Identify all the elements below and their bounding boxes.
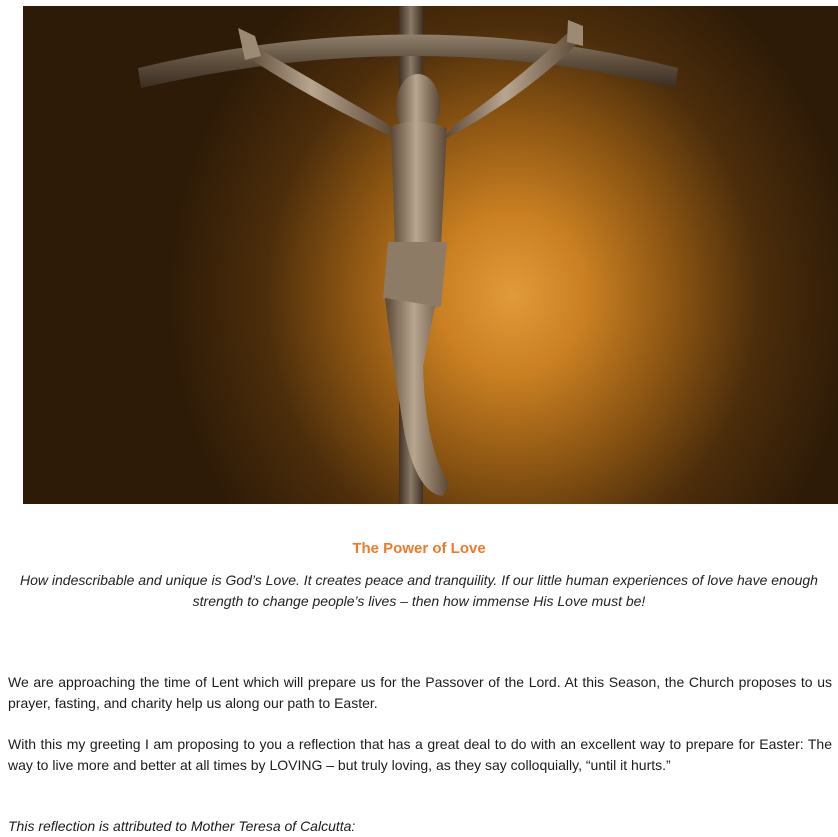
article-paragraph: With this my greeting I am proposing to you a reflection that has a great deal to do with an excellent way to prepare for Easter: The way to live more and better at all times by LOVING – but truly loving, as they say colloquially, “until it hurts.”: [8, 736, 832, 773]
article-subtitle: How indescribable and unique is God’s Love. It creates peace and tranquility. If our little human experiences of love have enough strength to change people’s lives – then how immense His Love must be!: [20, 572, 818, 609]
legs: [385, 298, 449, 496]
torso: [391, 121, 447, 250]
right-hand: [567, 20, 583, 46]
article-attribution: This reflection is attributed to Mother Teresa of Calcutta:: [8, 818, 356, 834]
hero-crucifix-image: [23, 6, 838, 504]
article-paragraph: We are approaching the time of Lent which will prepare us for the Passover of the Lord. At this Season, the Church proposes to us prayer, fasting, and charity help us along our path to Easter.: [8, 674, 832, 711]
article-title: The Power of Love: [352, 540, 486, 557]
crucifix-illustration: [23, 6, 838, 504]
